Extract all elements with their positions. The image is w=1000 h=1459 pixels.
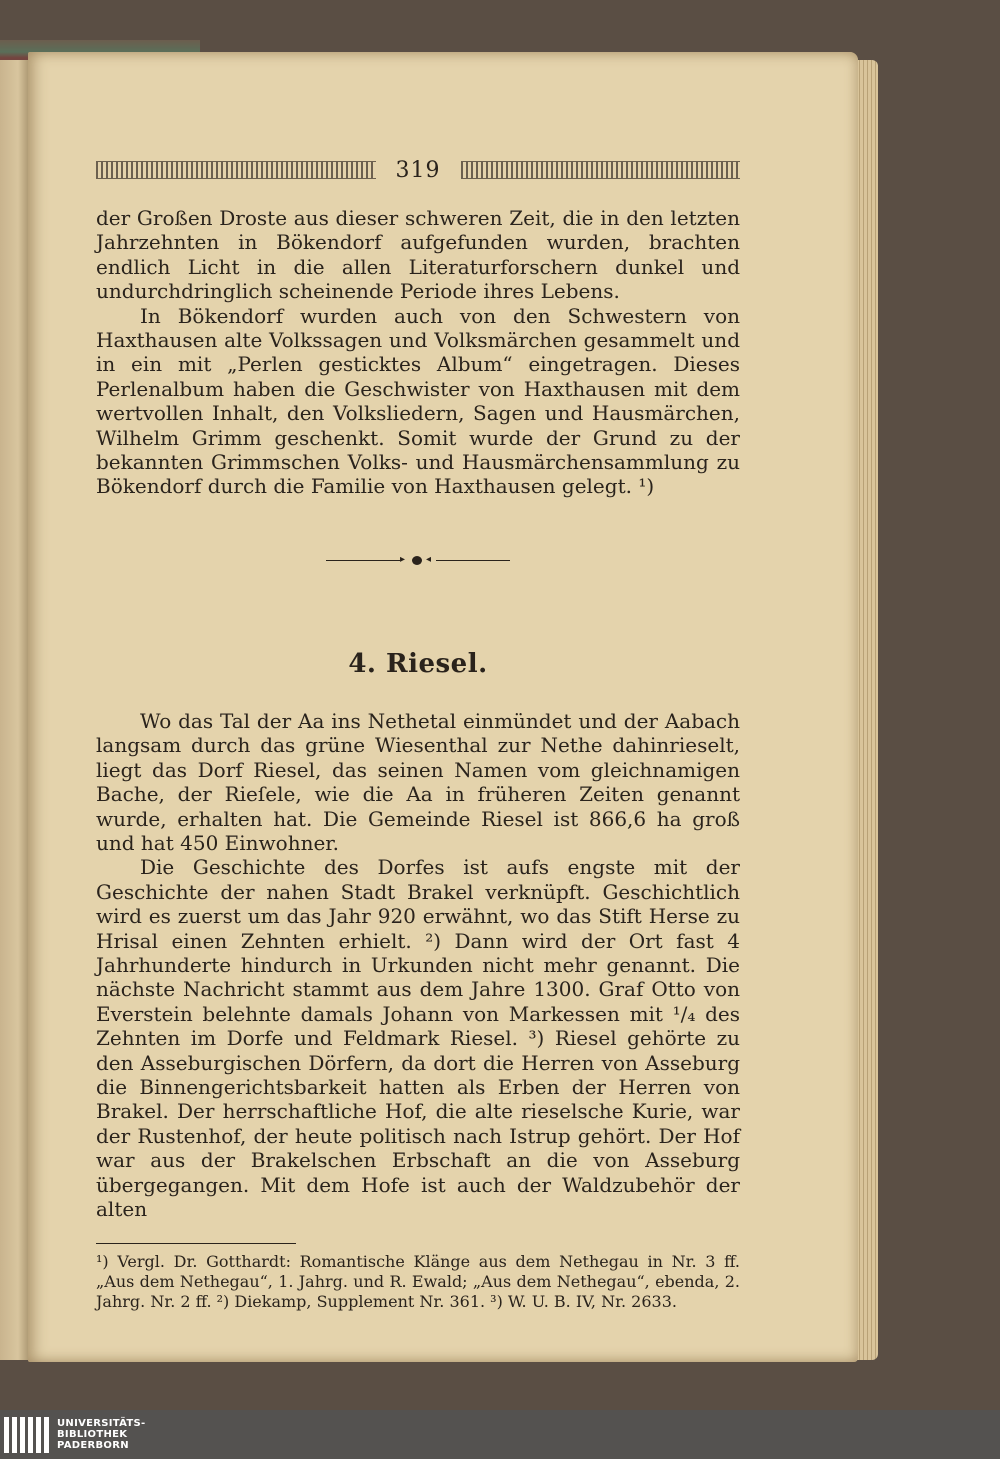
section-text-block — [96, 709, 740, 1222]
library-name-line: UNIVERSITÄTS- — [57, 1418, 146, 1429]
section-title: 4. Riesel. — [348, 648, 488, 679]
library-name-line: PADERBORN — [57, 1440, 129, 1451]
page-number: 319 — [395, 157, 441, 183]
paragraph: In Bökendorf wurden auch von den Schwestern von Haxthausen alte Volkssagen und Volksmärchen gesammelt und in ein mit „Perlen gesticktes Album“ eingetragen. Dieses Perlenalbum haben die Geschwister von Haxthausen mit dem wertvollen Inhalt, den Volksliedern, Sagen und Hausmärchen, Wilhelm Grimm geschenkt. Somit wurde der Grund zu der bekannten Grimmschen Volks- und Hausmärchensammlung zu Bökendorf durch die Familie von Haxthausen gelegt. ¹) — [96, 303, 740, 499]
library-name-line: BIBLIOTHEK — [57, 1429, 128, 1440]
library-logo-icon — [4, 1417, 49, 1453]
divider-dot-icon — [412, 556, 422, 565]
paragraph: Die Geschichte des Dorfes ist aufs engste mit der Geschichte der nahen Stadt Brakel verknüpft. Geschichtlich wird es zuerst um das Jahr 920 erwähnt, wo das Stift Herse zu Hrisal einen Zehnten erhielt. ²) Dann wird der Ort fast 4 Jahrhunderte hindurch in Urkunden nicht mehr genannt. Die nächste Nachricht stammt aus dem Jahre 1300. Graf Otto von Everstein belehnte damals Johann von Markessen mit ¹/₄ des Zehnten im Dorfe und Feldmark Riesel. ³) Riesel gehörte zu den Asseburgischen Dörfern, da dort die Herren von Asseburg die Binnengerichtsbarkeit hatten als Erben der Herren von Brakel. Der herrschaftliche Hof, die alte rieselsche Kurie, war der Rustenhof, der heute politisch nach Istrup gehört. Der Hof war aus der Brakelschen Erbschaft an die von Asseburg übergegangen. Mit dem Hofe ist auch der Waldzubehör der alten — [96, 855, 740, 1221]
paragraph: der Großen Droste aus dieser schweren Zeit, die in den letzten Jahrzehnten in Bökendorf aufgefunden wurden, brachten endlich Licht in die allen Literaturforschern dunkel und undurchdringlich scheinende Periode ihres Lebens. — [96, 206, 740, 304]
footnotes: ¹) Vergl. Dr. Gotthardt: Romantische Klänge aus dem Nethegau in Nr. 3 ff. „Aus dem Nethegau“, 1. Jahrg. und R. Ewald; „Aus dem Nethegau“, ebenda, 2. Jahrg. Nr. 2 ff. ²) Diekamp, Supplement Nr. 361. ³) W. U. B. IV, Nr. 2633. — [96, 1252, 740, 1312]
divider-line-right — [436, 560, 510, 561]
top-text-block — [96, 206, 740, 499]
divider-arrow-right-icon: ◂ — [426, 553, 432, 565]
divider-line-left — [326, 560, 400, 561]
paragraph: Wo das Tal der Aa ins Nethetal einmündet und der Aabach langsam durch das grüne Wiesenthal zur Nethe dahinrieselt, liegt das Dorf Riesel, das seinen Namen vom gleichnamigen Bache, der Rieſele, wie die Aa in früheren Zeiten genannt wurde, erhalten hat. Die Gemeinde Riesel ist 866,6 ha groß und hat 450 Einwohner. — [96, 708, 740, 855]
section-divider-ornament — [326, 551, 510, 571]
page-content — [96, 150, 740, 1312]
left-page-edge — [0, 60, 30, 1360]
library-name — [57, 1418, 146, 1451]
running-header — [96, 150, 740, 190]
footnote-rule — [96, 1243, 296, 1244]
library-footer — [0, 1410, 1000, 1459]
header-ornament-right — [461, 161, 741, 179]
header-ornament-left — [96, 161, 376, 179]
divider-arrow-left-icon: ▸ — [400, 553, 406, 565]
